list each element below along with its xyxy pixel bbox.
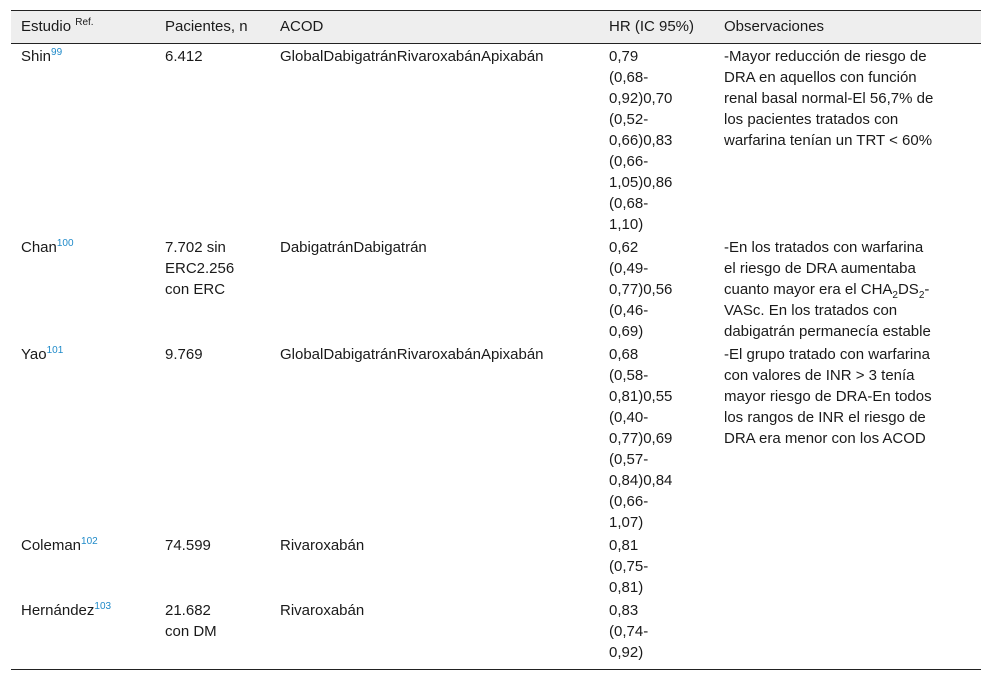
cell-pacientes: 9.769 <box>165 346 203 363</box>
cell-observaciones: -En los tratados con warfarina el riesgo de DRA aumentaba cuanto mayor era el $CHA_2DS_2-$ VASc. En los tratados con dabigatrán permanecía estable <box>724 239 931 340</box>
cell-observaciones: -El grupo tratado con warfarina con valores de INR > 3 tenía mayor riesgo de DRA-En todos los rangos de INR el riesgo de DRA era menor con los ACOD <box>724 346 932 447</box>
reference-link[interactable]: 103 <box>94 601 112 612</box>
cell-pacientes: 21.682 con DM <box>155 598 270 670</box>
reference-link[interactable]: 101 <box>46 345 64 356</box>
cell-acod: Rivaroxabán <box>270 598 599 670</box>
reference-link[interactable]: 102 <box>81 536 98 547</box>
cell-estudio: Hernández$^{103}$ <box>11 598 155 670</box>
cell-pacientes: 74.599 <box>165 537 211 554</box>
cell-hr: 0,62 (0,49- 0,77)0,56 (0,46- 0,69) <box>609 239 673 340</box>
header-hr: HR (IC 95%) <box>599 11 714 44</box>
cell-estudio: Yao$^{101}$ <box>21 345 64 363</box>
cell-acod: Rivaroxabán <box>280 537 365 554</box>
table-row <box>11 598 981 670</box>
header-estudio: Estudio $^{Ref.}$ <box>11 11 155 44</box>
cell-observaciones: -Mayor reducción de riesgo de DRA en aquellos con función renal basal normal-El 56,7% de los pacientes tratados con warfarina tenían un TRT < 60% <box>724 48 934 149</box>
cell-hr: 0,79 (0,68- 0,92)0,70 (0,52- 0,66)0,83 (0,66- 1,05)0,86 (0,68- 1,10) <box>609 48 673 233</box>
cell-estudio: Coleman$^{102}$ <box>21 536 98 554</box>
table-row <box>11 342 981 533</box>
cell-hr: 0,81 (0,75- 0,81) <box>609 537 649 596</box>
studies-table <box>11 10 981 670</box>
cell-estudio: Shin$^{99}$ <box>21 47 63 65</box>
cell-pacientes: 7.702 sin ERC2.256 con ERC <box>165 239 235 298</box>
table-row <box>11 235 981 342</box>
cell-pacientes: 6.412 <box>165 48 203 65</box>
cell-hr: 0,83 (0,74- 0,92) <box>599 598 714 670</box>
cell-observaciones <box>714 598 981 670</box>
cell-estudio: Chan$^{100}$ <box>21 238 74 256</box>
reference-link[interactable]: 99 <box>51 47 63 58</box>
cell-hr: 0,68 (0,58- 0,81)0,55 (0,40- 0,77)0,69 (0,57- 0,84)0,84 (0,66- 1,07) <box>609 346 673 531</box>
header-observaciones: Observaciones <box>714 11 981 44</box>
cell-acod: GlobalDabigatránRivaroxabánApixabán <box>280 48 544 65</box>
table-row <box>11 533 981 598</box>
header-estudio-ref: Ref. <box>75 17 94 28</box>
reference-link[interactable]: 100 <box>56 238 74 249</box>
table-row <box>11 44 981 236</box>
cell-acod: DabigatránDabigatrán <box>280 239 427 256</box>
header-acod: ACOD <box>270 11 599 44</box>
table-header-row <box>11 11 981 44</box>
cell-acod: GlobalDabigatránRivaroxabánApixabán <box>280 346 544 363</box>
cell-observaciones <box>714 533 981 598</box>
header-pacientes: Pacientes, n <box>155 11 270 44</box>
